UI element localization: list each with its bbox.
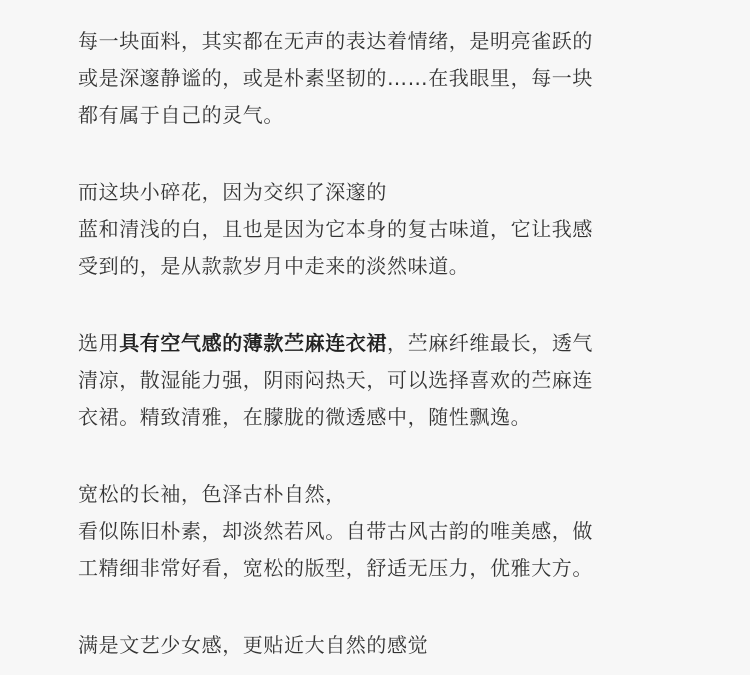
paragraph-fabric-emotion bbox=[78, 23, 678, 134]
paragraph-spacer bbox=[78, 134, 678, 174]
text-segment: 选用 bbox=[78, 331, 120, 355]
paragraph-spacer bbox=[78, 436, 678, 476]
article-body bbox=[78, 23, 678, 664]
text-segment: ，苎麻纤维最长，透气 bbox=[387, 331, 594, 355]
text-line: 受到的，是从款款岁月中走来的淡然味道。 bbox=[78, 254, 470, 278]
paragraph-ramie-dress bbox=[78, 325, 678, 436]
text-line: 蓝和清浅的白，且也是因为它本身的复古味道，它让我感 bbox=[78, 217, 593, 241]
text-line: 而这块小碎花，因为交织了深邃的 bbox=[78, 180, 387, 204]
text-line: 满是文艺少女感，更贴近大自然的感觉 bbox=[78, 633, 429, 657]
text-line: 看似陈旧朴素，却淡然若风。自带古风古韵的唯美感，做 bbox=[78, 519, 593, 543]
text-line-with-highlight bbox=[78, 325, 678, 362]
paragraph-literary-feel bbox=[78, 627, 678, 664]
paragraph-floral-pattern bbox=[78, 174, 678, 285]
text-line: 宽松的长袖，色泽古朴自然， bbox=[78, 482, 346, 506]
text-line: 都有属于自己的灵气。 bbox=[78, 103, 284, 127]
text-line: 清凉，散湿能力强，阴雨闷热天，可以选择喜欢的苎麻连 bbox=[78, 368, 593, 392]
paragraph-loose-sleeves bbox=[78, 476, 678, 587]
paragraph-spacer bbox=[78, 587, 678, 627]
text-line: 工精细非常好看，宽松的版型，舒适无压力，优雅大方。 bbox=[78, 556, 593, 580]
text-line: 衣裙。精致清雅，在朦胧的微透感中，随性飘逸。 bbox=[78, 405, 532, 429]
text-line: 或是深邃静谧的，或是朴素坚韧的……在我眼里，每一块 bbox=[78, 66, 593, 90]
paragraph-spacer bbox=[78, 285, 678, 325]
highlight-text: 具有空气感的薄款苎麻连衣裙 bbox=[119, 331, 388, 355]
text-line: 每一块面料，其实都在无声的表达着情绪，是明亮雀跃的 bbox=[78, 29, 593, 53]
